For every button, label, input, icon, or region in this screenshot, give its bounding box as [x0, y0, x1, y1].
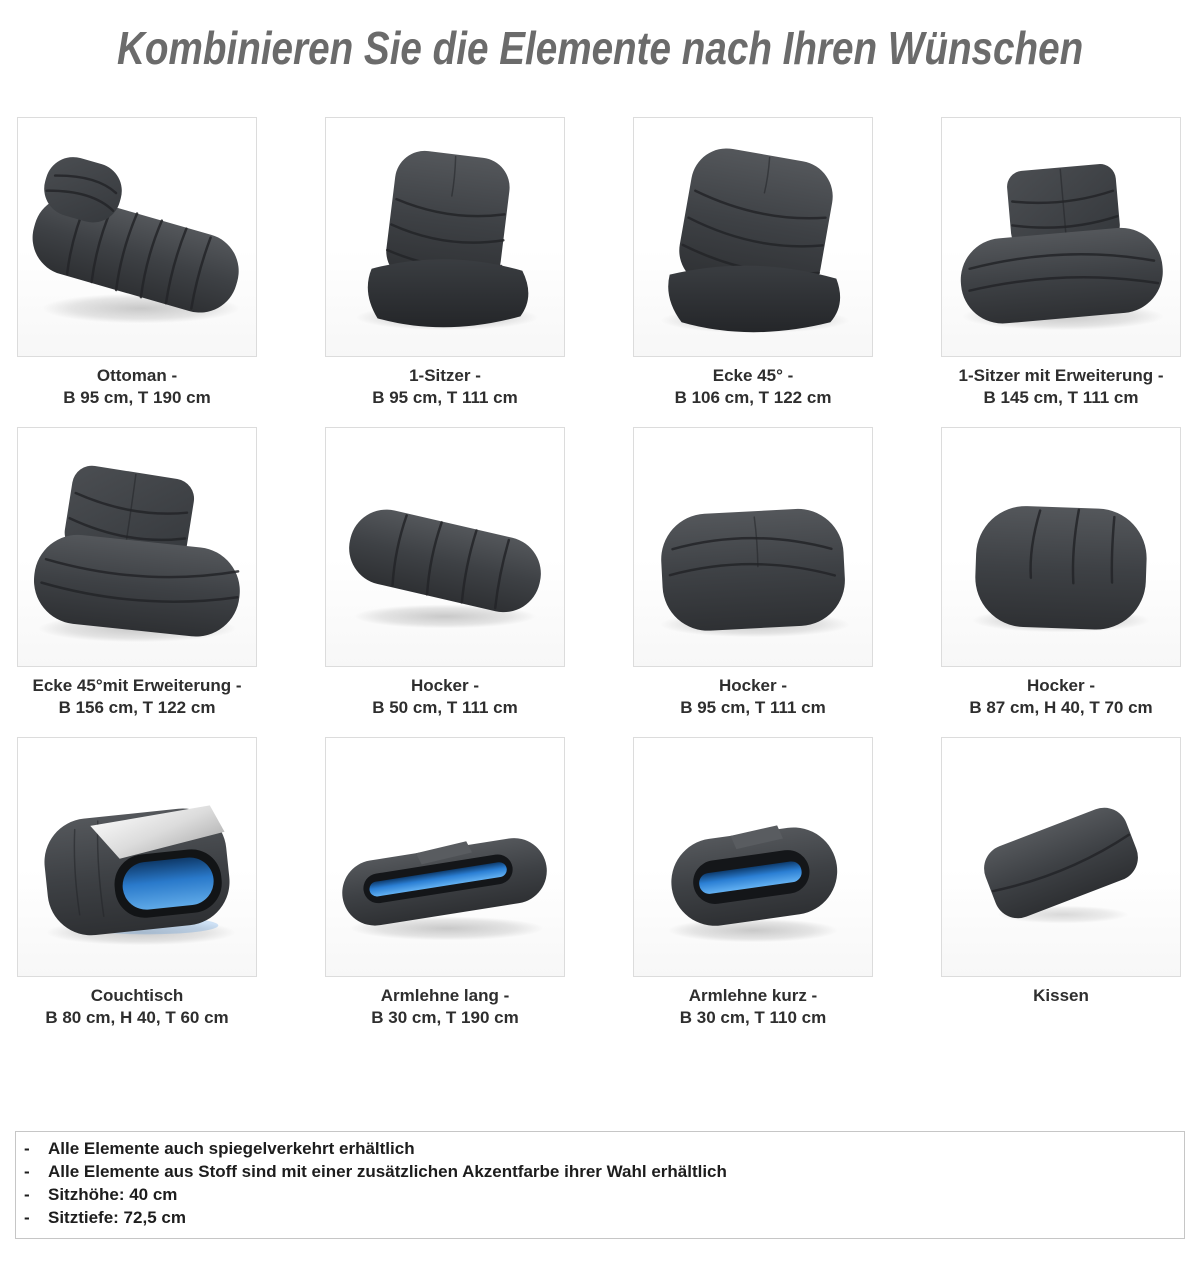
product-caption	[17, 365, 257, 409]
product-name: 1-Sitzer mit Erweiterung -	[958, 365, 1164, 385]
product-name: Kissen	[1033, 985, 1089, 1005]
product-card-stool-50	[325, 427, 565, 719]
product-card-one-seater	[325, 117, 565, 409]
product-name: Armlehne lang -	[380, 985, 510, 1005]
product-dimensions: B 95 cm, T 111 cm	[680, 697, 826, 717]
note-bullet: -	[24, 1184, 30, 1204]
product-image-corner-45	[633, 117, 873, 357]
ottoman-3d-render-icon	[18, 118, 256, 356]
product-dimensions: B 80 cm, H 40, T 60 cm	[45, 1007, 229, 1027]
note-item	[24, 1206, 1174, 1229]
product-image-ottoman	[17, 117, 257, 357]
product-image-one-seater-extension	[941, 117, 1181, 357]
product-card-corner-45	[633, 117, 873, 409]
product-image-pillow	[941, 737, 1181, 977]
pillow-3d-render-icon	[942, 738, 1180, 976]
product-caption	[941, 365, 1181, 409]
product-caption	[17, 985, 257, 1029]
note-text: Sitztiefe: 72,5 cm	[48, 1207, 186, 1227]
product-caption	[941, 985, 1181, 1007]
product-caption	[325, 365, 565, 409]
product-dimensions: B 95 cm, T 190 cm	[63, 387, 211, 407]
product-caption	[941, 675, 1181, 719]
stool-50-3d-render-icon	[326, 428, 564, 666]
note-item	[24, 1137, 1174, 1160]
product-name: Ecke 45°mit Erweiterung -	[32, 675, 242, 695]
product-image-stool-50	[325, 427, 565, 667]
product-caption	[633, 675, 873, 719]
product-card-coffee-table	[17, 737, 257, 1029]
armrest-long-3d-render-icon	[326, 738, 564, 976]
product-caption	[17, 675, 257, 719]
product-name: 1-Sitzer -	[409, 365, 481, 385]
product-card-stool-95	[633, 427, 873, 719]
product-dimensions: B 50 cm, T 111 cm	[372, 697, 518, 717]
product-grid	[0, 117, 1200, 1029]
product-card-stool-87	[941, 427, 1181, 719]
product-image-stool-95	[633, 427, 873, 667]
product-image-armrest-long	[325, 737, 565, 977]
product-dimensions: B 30 cm, T 190 cm	[371, 1007, 519, 1027]
product-caption	[633, 365, 873, 409]
note-item	[24, 1160, 1174, 1183]
note-bullet: -	[24, 1207, 30, 1227]
product-card-armrest-short	[633, 737, 873, 1029]
product-card-ottoman	[17, 117, 257, 409]
product-name: Armlehne kurz -	[688, 985, 818, 1005]
product-image-one-seater	[325, 117, 565, 357]
product-card-corner-45-extension	[17, 427, 257, 719]
product-image-armrest-short	[633, 737, 873, 977]
corner-45-3d-render-icon	[634, 118, 872, 356]
corner-45-extension-3d-render-icon	[18, 428, 256, 666]
product-dimensions: B 145 cm, T 111 cm	[983, 387, 1139, 407]
product-card-pillow	[941, 737, 1181, 1029]
product-name: Ecke 45° -	[712, 365, 794, 385]
coffee-table-3d-render-icon	[18, 738, 256, 976]
product-card-armrest-long	[325, 737, 565, 1029]
note-item	[24, 1183, 1174, 1206]
notes-box	[15, 1131, 1185, 1239]
note-text: Alle Elemente auch spiegelverkehrt erhältlich	[48, 1138, 415, 1158]
product-caption	[325, 675, 565, 719]
product-image-corner-45-extension	[17, 427, 257, 667]
product-dimensions: B 106 cm, T 122 cm	[674, 387, 832, 407]
product-dimensions: B 95 cm, T 111 cm	[372, 387, 518, 407]
note-bullet: -	[24, 1138, 30, 1158]
product-name: Hocker -	[1026, 675, 1096, 695]
product-image-coffee-table	[17, 737, 257, 977]
product-name: Hocker -	[718, 675, 788, 695]
stool-95-3d-render-icon	[634, 428, 872, 666]
one-seater-extension-3d-render-icon	[942, 118, 1180, 356]
product-caption	[633, 985, 873, 1029]
product-caption	[325, 985, 565, 1029]
product-image-stool-87	[941, 427, 1181, 667]
product-name: Couchtisch	[90, 985, 184, 1005]
armrest-short-3d-render-icon	[634, 738, 872, 976]
stool-87-3d-render-icon	[942, 428, 1180, 666]
page-header	[0, 0, 1200, 75]
product-name: Hocker -	[410, 675, 480, 695]
note-text: Alle Elemente aus Stoff sind mit einer zusätzlichen Akzentfarbe ihrer Wahl erhältlich	[48, 1161, 727, 1181]
product-card-one-seater-extension	[941, 117, 1181, 409]
page-title: Kombinieren Sie die Elemente nach Ihren Wünschen	[116, 22, 1084, 74]
product-dimensions: B 156 cm, T 122 cm	[58, 697, 216, 717]
note-text: Sitzhöhe: 40 cm	[48, 1184, 178, 1204]
one-seater-3d-render-icon	[326, 118, 564, 356]
note-bullet: -	[24, 1161, 30, 1181]
product-name: Ottoman -	[96, 365, 178, 385]
product-dimensions: B 87 cm, H 40, T 70 cm	[969, 697, 1153, 717]
product-dimensions: B 30 cm, T 110 cm	[679, 1007, 827, 1027]
